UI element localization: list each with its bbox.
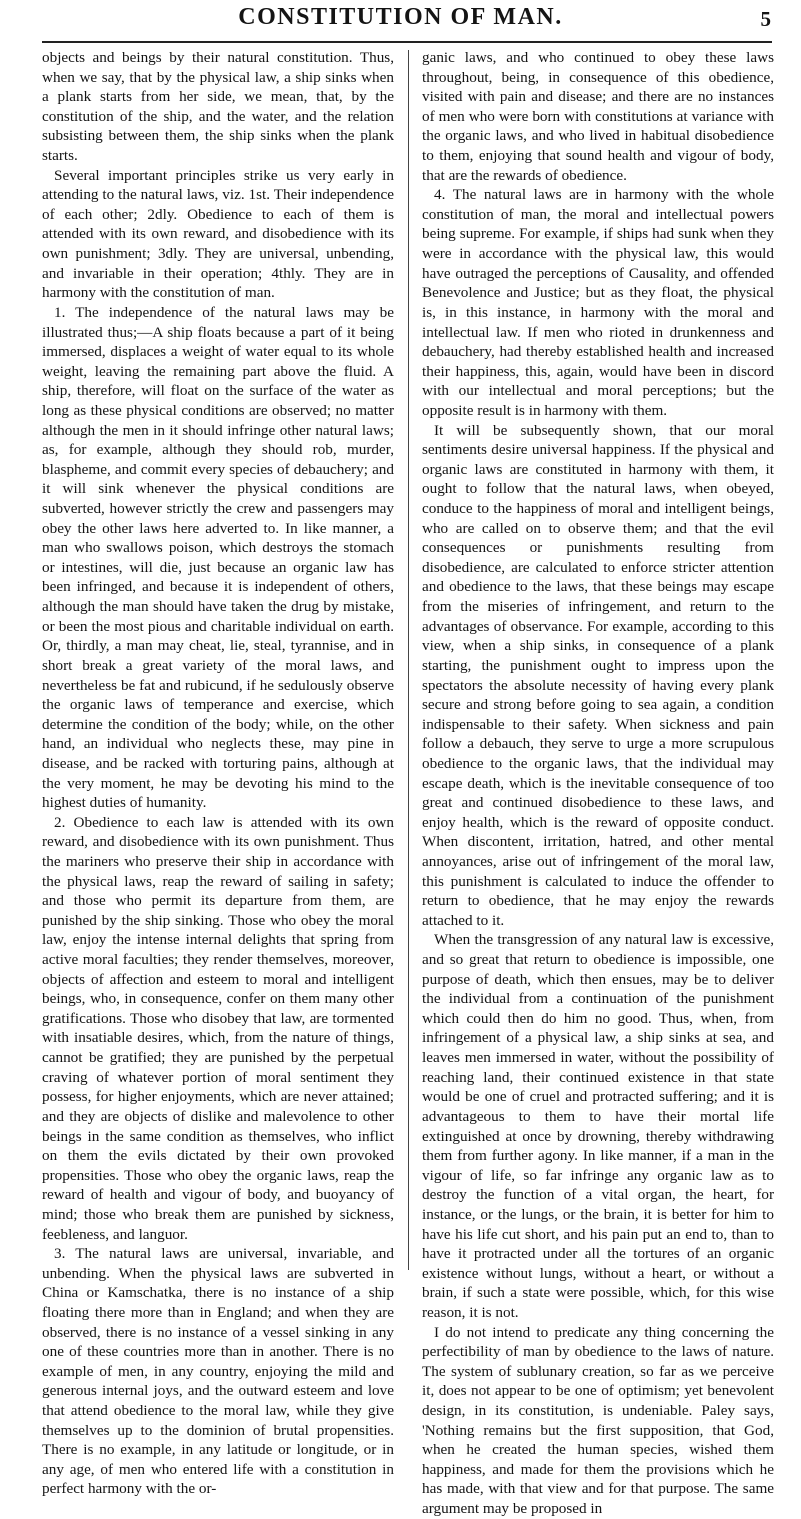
page-header — [0, 4, 801, 40]
paragraph: 4. The natural laws are in harmony with the whole constitution of man, the moral and intellectual powers being supreme. For example, if ships had sunk when they were in accordance with the physical law, this would have outraged the perceptions of Causality, and offended Benevolence and Justice; but as they float, the physical is, in this instance, in harmony with the moral and intellectual law. If men who rioted in drunkenness and debauchery, had thereby established health and increased their happiness, this, again, would have been in discord with our intellectual and moral perceptions; but the opposite result is in harmony with them. — [422, 186, 774, 419]
paragraph: When the transgression of any natural law is excessive, and so great that return to obedience is impossible, one purpose of death, which then ensues, may be to deliver the individual from a continuation of the punishment which could then do him no good. Thus, when, from infringement of a physical law, a ship sinks at sea, and leaves men immersed in water, without the possibility of reaching land, their continued existence in that state would be one of cruel and protracted suffering; and it is advantageous to them to have their mortal life extinguished at once by drowning, thereby withdrawing them from further agony. In like manner, if a man in the vigour of life, so far infringe any organic law as to destroy the function of a vital organ, the heart, for instance, or the lungs, or the brain, it is better for him to have his life cut short, and his pain put an end to, than to have it protracted under all the tortures of an organic existence without lungs, without a heart, or without a brain, if such a state were possible, which, for this wise reason, it is not. — [422, 931, 774, 1321]
paragraph: 3. The natural laws are universal, invariable, and unbending. When the physical laws are subverted in China or Kamschatka, there is no instance of a ship floating there more than in England; and when they are observed, there is no instance of a vessel sinking in any one of these countries more than in another. There is no example of men, in any country, enjoying the mild and generous internal joys, and the outward esteem and love that attend obedience to the moral law, while they give themselves up to the dominion of brutal propensities. There is no example, in any latitude or longitude, or in any age, of men who entered life with a constitution in perfect harmony with the or- — [42, 1245, 394, 1498]
page-number: 5 — [760, 7, 771, 31]
left-column — [42, 48, 394, 1499]
paragraph: 1. The independence of the natural laws may be illustrated thus;—A ship floats because a part of it being immersed, displaces a weight of water equal to its whole weight, leaving the remaining part above the fluid. A ship, therefore, will float on the surface of the water as long as these physical conditions are observed; no matter although the men in it should infringe other natural laws; as, for example, although they should rob, murder, blaspheme, and commit every species of debauchery; and it will sink whenever the physical conditions are subverted, however strictly the crew and passengers may obey the other laws here adverted to. In like manner, a man who swallows poison, which destroys the stomach or intestines, will die, just because an organic law has been infringed, and because it is independent of others, although the man should have taken the drug by mistake, or been the most pious and charitable individual on earth. Or, thirdly, a man may cheat, lie, steal, tyrannise, and in short break a great variety of the moral laws, and nevertheless be fat and rubicund, if he sedulously observe the organic laws of temperance and exercise, which determine the condition of the body; while, on the other hand, an individual who neglects these, may pine in disease, and be racked with torturing pains, although at the very moment, he may be devoting his mind to the highest duties of humanity. — [42, 303, 394, 812]
paragraph: ganic laws, and who continued to obey these laws throughout, being, in consequence of this obedience, visited with pain and disease; and there are no instances of men who were born with constitutions at variance with the organic laws, and who lived in habitual disobedience to them, enjoying that sound health and vigour of body, that are the rewards of obedience. — [422, 49, 774, 184]
paragraph: I do not intend to predicate any thing concerning the perfectibility of man by obedience to the laws of nature. The system of sublunary creation, so far as we perceive it, does not appear to be one of optimism; yet benevolent design, in its constitution, is undeniable. Paley says, 'Nothing remains but the first supposition, that God, when he created the human species, wished them happiness, and made for them the provisions which he has made, with that view and for that purpose. The same argument may be proposed in — [422, 1323, 774, 1518]
paragraph: It will be subsequently shown, that our moral sentiments desire universal happiness. If the physical and organic laws are constituted in harmony with them, it ought to follow that the natural laws, when obeyed, conduce to the happiness of moral and intelligent beings, who are called on to observe them; and that the evil consequences or punishments resulting from disobedience, are calculated to enforce stricter attention and obedience to the laws, that these beings may escape from the miseries of infringement, and return to the advantages of observance. For example, according to this view, when a ship sinks, in consequence of a plank starting, the punishment ought to impress upon the spectators the absolute necessity of having every plank secure and strong before going to sea again, a condition indispensable to their safety. When sickness and pain follow a debauch, they serve to urge a more scrupulous obedience to the organic laws, that the individual may escape death, which is the inevitable consequence of too great and continued disobedience to these laws, and enjoy health, which is the reward of opposite conduct. When discontent, irritation, hatred, and other mental annoyances, arise out of infringement of the moral law, this punishment is calculated to induce the offender to return to obedience, that he may enjoy the rewards attached to it. — [422, 421, 774, 929]
paragraph: 2. Obedience to each law is attended with its own reward, and disobedience with its own punishment. Thus the mariners who preserve their ship in accordance with the physical laws, reap the reward of sailing in safety; and those who permit its departure from them, are punished by the ship sinking. Those who obey the moral law, enjoy the intense internal delights that spring from active moral faculties; they render themselves, moreover, objects of affection and esteem to moral and intelligent beings, who, in consequence, confer on them many other gratifications. Those who disobey that law, are tormented with insatiable desires, which, from the nature of things, cannot be gratified; they are punished by the perpetual craving of whatever portion of moral sentiment they possess, for higher enjoyments, which are never attained; and they are objects of dislike and malevolence to other beings in the same condition as themselves, who inflict on them the evils dictated by their own provoked propensities. Those who obey the organic laws, reap the reward of health and vigour of body, and buoyancy of mind; those who break them are punished by sickness, feebleness, and languor. — [42, 813, 394, 1243]
running-title: CONSTITUTION OF MAN. — [238, 4, 563, 30]
column-divider — [408, 50, 409, 1270]
paragraph: objects and beings by their natural constitution. Thus, when we say, that by the physical law, a ship sinks when a plank starts from her side, we mean, that, by the constitution of the ship, and the water, and the relation subsisting between them, the ship sinks when the plank starts. — [42, 49, 394, 165]
paragraph: Several important principles strike us very early in attending to the natural laws, viz. 1st. Their independence of each other; 2dly. Obedience to each of them is attended with its own reward, and disobedience with its own punishment; 3dly. They are universal, unbending, and invariable in their operation; 4thly. They are in harmony with the constitution of man. — [42, 166, 394, 302]
header-rule — [42, 41, 772, 43]
right-column — [422, 48, 774, 1519]
